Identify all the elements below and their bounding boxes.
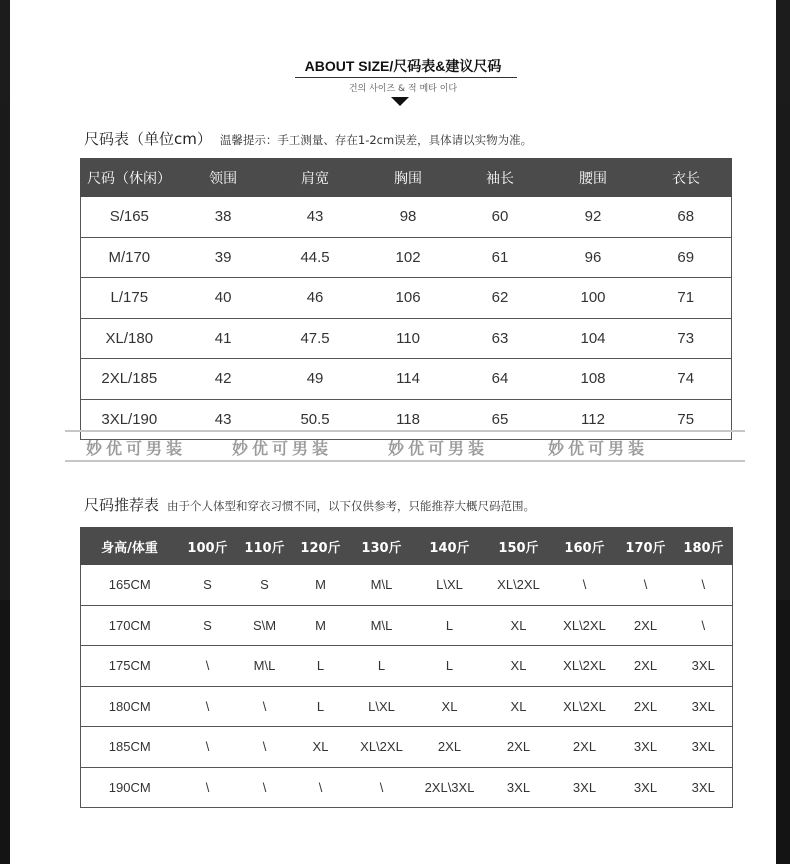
table-cell: 38 (178, 197, 269, 237)
table-cell: L (415, 646, 485, 687)
table-cell: L\XL (415, 565, 485, 605)
table-cell: 102 (362, 237, 455, 278)
table-cell: S (179, 605, 237, 646)
table-cell: M (293, 605, 349, 646)
table-cell: \ (179, 646, 237, 687)
table-cell: S\M (237, 605, 293, 646)
table-cell: XL\2XL (553, 605, 617, 646)
table-cell: S (179, 565, 237, 605)
table-cell: 3XL (675, 646, 733, 687)
table-cell: 3XL/190 (81, 399, 178, 440)
table-cell: 3XL (617, 727, 675, 768)
table-cell: XL (485, 646, 553, 687)
table-cell: L (349, 646, 415, 687)
page-subtitle: 건의 사이즈 & 적 메타 이다 (348, 84, 458, 94)
watermark-text: 妙优可男装 (232, 439, 333, 458)
table-cell: 190CM (81, 767, 179, 808)
table-header-row (81, 158, 732, 197)
table-cell: 3XL (675, 767, 733, 808)
table-cell: 73 (641, 318, 732, 359)
column-header: 胸围 (362, 158, 455, 197)
column-header: 尺码（休闲） (81, 158, 178, 197)
column-header: 170斤 (617, 527, 675, 565)
table-cell: XL\2XL (553, 646, 617, 687)
table-cell: 47.5 (269, 318, 362, 359)
column-header: 130斤 (349, 527, 415, 565)
table-cell: 98 (362, 197, 455, 237)
table-cell: S/165 (81, 197, 178, 237)
table-cell: 43 (269, 197, 362, 237)
table-cell: \ (293, 767, 349, 808)
table-cell: XL (293, 727, 349, 768)
table-cell: 41 (178, 318, 269, 359)
table-row (81, 767, 733, 808)
table-row (81, 605, 733, 646)
table-cell: 3XL (553, 767, 617, 808)
table-cell: 2XL (617, 646, 675, 687)
table-cell: 108 (545, 359, 640, 400)
table-cell: \ (675, 565, 733, 605)
table-cell: 165CM (81, 565, 179, 605)
table-cell: \ (617, 565, 675, 605)
column-header: 120斤 (293, 527, 349, 565)
column-header: 领围 (178, 158, 269, 197)
table-cell: 69 (641, 237, 732, 278)
table-row (81, 565, 733, 605)
table-cell: \ (237, 767, 293, 808)
table-row (81, 646, 733, 687)
recommend-chart-note: 由于个人体型和穿衣习惯不同，以下仅供参考，只能推荐大概尺码范围。 (167, 499, 536, 513)
table-cell: 96 (545, 237, 640, 278)
table-cell: 2XL (617, 686, 675, 727)
table-cell: L/175 (81, 278, 178, 319)
down-arrow-icon (391, 97, 409, 106)
table-cell: 68 (641, 197, 732, 237)
table-row (81, 318, 732, 359)
table-row (81, 399, 732, 440)
table-cell: \ (237, 686, 293, 727)
watermark-text: 妙优可男装 (86, 439, 187, 458)
table-cell: 185CM (81, 727, 179, 768)
watermark-text: 妙优可男装 (548, 439, 649, 458)
table-cell: \ (675, 605, 733, 646)
table-cell: XL\2XL (485, 565, 553, 605)
watermark-band-bottom-line (65, 460, 745, 462)
table-cell: 44.5 (269, 237, 362, 278)
size-chart-heading (84, 128, 532, 149)
column-header: 衣长 (641, 158, 732, 197)
table-cell: 180CM (81, 686, 179, 727)
table-cell: 2XL/185 (81, 359, 178, 400)
table-cell: 110 (362, 318, 455, 359)
table-row (81, 237, 732, 278)
title-underline (295, 77, 517, 78)
table-cell: 112 (545, 399, 640, 440)
table-cell: 175CM (81, 646, 179, 687)
table-cell: 50.5 (269, 399, 362, 440)
table-cell: 114 (362, 359, 455, 400)
table-cell: M/170 (81, 237, 178, 278)
table-header-row (81, 527, 733, 565)
column-header: 160斤 (553, 527, 617, 565)
table-cell: 74 (641, 359, 732, 400)
table-cell: \ (553, 565, 617, 605)
column-header: 100斤 (179, 527, 237, 565)
table-cell: \ (179, 767, 237, 808)
table-cell: 3XL (675, 727, 733, 768)
table-cell: 2XL (617, 605, 675, 646)
column-header: 150斤 (485, 527, 553, 565)
page-title: ABOUT SIZE/尺码表&建议尺码 (304, 58, 502, 74)
table-cell: 62 (455, 278, 546, 319)
table-cell: 3XL (675, 686, 733, 727)
table-cell: \ (179, 727, 237, 768)
table-cell: 46 (269, 278, 362, 319)
table-cell: M (293, 565, 349, 605)
table-cell: 75 (641, 399, 732, 440)
column-header: 110斤 (237, 527, 293, 565)
column-header: 袖长 (455, 158, 546, 197)
table-row (81, 359, 732, 400)
table-cell: 49 (269, 359, 362, 400)
table-cell: 42 (178, 359, 269, 400)
table-cell: M\L (349, 565, 415, 605)
table-cell: 2XL (485, 727, 553, 768)
table-cell: XL\2XL (349, 727, 415, 768)
table-cell: 71 (641, 278, 732, 319)
table-cell: XL (485, 605, 553, 646)
column-header: 腰围 (545, 158, 640, 197)
recommend-chart-title: 尺码推荐表 (84, 496, 160, 514)
table-cell: \ (179, 686, 237, 727)
table-cell: 2XL (553, 727, 617, 768)
table-cell: 2XL (415, 727, 485, 768)
table-cell: M\L (349, 605, 415, 646)
table-cell: \ (349, 767, 415, 808)
table-cell: M\L (237, 646, 293, 687)
table-row (81, 727, 733, 768)
table-cell: XL/180 (81, 318, 178, 359)
table-cell: 2XL\3XL (415, 767, 485, 808)
recommend-chart-table (80, 527, 733, 808)
table-cell: 40 (178, 278, 269, 319)
table-row (81, 278, 732, 319)
table-cell: XL (485, 686, 553, 727)
watermark-band-top-line (65, 430, 745, 432)
table-cell: 100 (545, 278, 640, 319)
table-cell: 43 (178, 399, 269, 440)
table-row (81, 686, 733, 727)
table-cell: L (293, 686, 349, 727)
table-cell: 106 (362, 278, 455, 319)
table-cell: S (237, 565, 293, 605)
table-cell: 39 (178, 237, 269, 278)
table-cell: XL\2XL (553, 686, 617, 727)
size-chart-table (80, 158, 732, 440)
table-cell: 3XL (485, 767, 553, 808)
column-header: 140斤 (415, 527, 485, 565)
table-cell: 3XL (617, 767, 675, 808)
size-chart-note: 温馨提示：手工测量、存在1-2cm误差，具体请以实物为准。 (219, 133, 533, 147)
table-cell: 64 (455, 359, 546, 400)
table-cell: 60 (455, 197, 546, 237)
table-cell: 92 (545, 197, 640, 237)
table-cell: 118 (362, 399, 455, 440)
table-cell: \ (237, 727, 293, 768)
column-header: 肩宽 (269, 158, 362, 197)
table-cell: L\XL (349, 686, 415, 727)
table-cell: 63 (455, 318, 546, 359)
table-cell: 104 (545, 318, 640, 359)
table-cell: XL (415, 686, 485, 727)
table-cell: 170CM (81, 605, 179, 646)
watermark-text: 妙优可男装 (388, 439, 489, 458)
column-header: 180斤 (675, 527, 733, 565)
recommend-chart-heading (84, 494, 535, 515)
table-row (81, 197, 732, 237)
size-guide-sheet (10, 0, 776, 864)
size-chart-title: 尺码表（单位cm） (84, 130, 212, 148)
table-cell: 65 (455, 399, 546, 440)
table-cell: L (415, 605, 485, 646)
column-header: 身高/体重 (81, 527, 179, 565)
table-cell: 61 (455, 237, 546, 278)
table-cell: L (293, 646, 349, 687)
